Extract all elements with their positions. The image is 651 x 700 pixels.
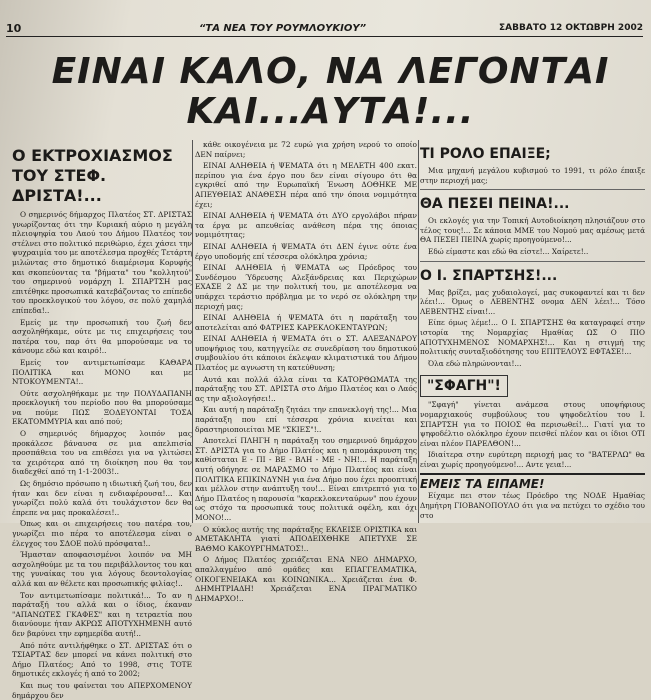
paragraph: Μας βρίζει, μας χυδαιολογεί, μας συκοφαντεί και τι δεν λέει!... Όμως ο ΛΕΒΕΝΤΗΣ ονομα ΔΕΝ λέει!... Τόσο ΛΕΒΕΝΤΗΣ είναι!...: [420, 287, 645, 316]
section-divider: [420, 189, 645, 190]
paragraph: Ήμασταν αποφασισμένοι λοιπόν να ΜΗ ασχοληθούμε με τα του περιβάλλοντος του και της γυναίκας του για λόγους δεοντολογίας αλλά και αν θέλετε και προσωπικής φιλίας!..: [12, 550, 192, 588]
paragraph: Όλα εδώ πληρώνονται!...: [428, 358, 522, 368]
section-divider: [420, 261, 645, 262]
page-number: 10: [6, 21, 22, 35]
paragraph: Ιδιαίτερα στην ευρύτερη περιοχή μας το "ΒΑΤΕΡΛΩ" θα είναι χωρίς προηγούμενο!... Αντε γεια!...: [420, 450, 645, 469]
paragraph: Από πότε αντιλήφθηκε ο ΣΤ. ΔΡΙΣΤΑΣ ότι ο ΤΣΙΑΡΤΑΣ δεν μπορεί να κάνει πολιτική στο Δήμο Πλατέος; Από το 1998, στις ΤΟΤΕ δημοτικές εκλογές ή από το 2002;: [12, 640, 192, 679]
paragraph: Εδώ είμαστε και εδώ θα είστε!... Χαίρετε!..: [428, 246, 589, 256]
paragraph: Είχαμε πει στον τέως Πρόεδρο της ΝΟΔΕ Ημαθίας Δημήτρη ΓΙΟΒΑΝΟΠΟΥΛΟ ότι για να πετύχει το σχέδιο του στο: [420, 491, 645, 520]
article-title-line-2: ΤΟΥ ΣΤΕΦ. ΔΡΙΣΤΑ!...: [12, 166, 107, 205]
paragraph: Όπως και οι επιχειρήσεις του πατέρα του, γνωρίζει πιο πέρα το αποτέλεσμα είναι ο έλεγχος του ΣΔΟΕ πολύ πρόσφατα!..: [12, 519, 192, 548]
paragraph: Ο κύκλος αυτής της παράταξης ΕΚΛΕΙΣΕ ΟΡΙΣΤΙΚΑ και ΑΜΕΤΑΚΛΗΤΑ γιατί ΑΠΟΔΕΙΧΘΗΚΕ ΑΠΕΤΥΧΕ ΣΕ ΒΑΘΜΟ ΚΑΚΟΥΡΓΗΜΑΤΟΣ!..: [195, 524, 417, 553]
paragraph: Τον αντιμετωπίσαμε πολιτικά!... Το αν η παράταξή του αλλά και ο ίδιος, έκαναν "ΑΠΑΝΩΤΕΣ ΓΚΑΦΕΣ" και η τετραετία που διανύουμε ήταν ΑΚΡΩΣ ΑΠΟΤΥΧΗΜΕΝΗ αυτό δεν βαρύνει την εφημερίδα αυτή!..: [12, 590, 192, 638]
paragraph: Ούτε ασχοληθήκαμε με την ΠΟΛΥΔΑΠΑΝΗ προεκλογική του περίοδο που θα μπορούσαμε να πούμε ΠΩΣ ΞΟΔΕΥΟΝΤΑΙ ΤΟΣΑ ΕΚΑΤΟΜΜΥΡΙΑ και από πού;: [12, 388, 192, 427]
paragraph: Ο Δήμος Πλατέος χρειάζεται ΕΝΑ ΝΕΟ ΔΗΜΑΡΧΟ, απαλλαγμένο από ομάδες και ΕΠΑΓΓΕΛΜΑΤΙΚΑ, ΟΙΚΟΓΕΝΕΙΑΚΑ και ΚΟΙΝΩΝΙΚΑ... Χρειάζεται ένα Φ. ΔΗΜΗΤΡΙΑΔΗ! Χρειάζεται ΕΝΑ ΠΡΑΓΜΑΤΙΚΟ ΔΗΜΑΡΧΟ!..: [195, 555, 417, 603]
headline-line-2: ΚΑΙ...ΑΥΤΑ!...: [186, 91, 475, 132]
article-title: [12, 146, 192, 206]
newspaper-name: “ΤΑ ΝΕΑ ΤΟΥ ΡΟΥΜΛΟΥΚΙΟΥ”: [198, 22, 367, 34]
paragraph: κάθε οικογένεια με 72 ευρώ για χρήση νερού το οποίο ΔΕΝ παίρνει;: [195, 140, 417, 159]
paragraph: ΕΙΝΑΙ ΑΛΗΘΕΙΑ ή ΨΕΜΑΤΑ ότι ο ΣΤ. ΑΛΕΞΑΝΔΡΟΥ υποψήφιος του, κατηγγείλε σε συνεδρίαση του δημοτικού συμβουλίου ότι κάποιοι έκλεψαν κλιματιστικά του Δήμου Πλατέος με αγνωστη τη κατεύθυνση;: [195, 334, 417, 373]
paragraph: Εμείς με την προσωπική του ζωή δεν ασχοληθήκαμε, ούτε με τις επιχειρήσεις του πατέρα του, παρ ότι θα μπορούσαμε να το κάνουμε εδώ και καιρό!..: [12, 317, 192, 356]
paragraph: Ο σημερινός δήμαρχος Πλατέος ΣΤ. ΔΡΙΣΤΑΣ γνωρίζοντας ότι την Κυριακή αύριο η μεγάλη πλειοψηφία του Λαού του Δήμου Πλατέος τον στέλνει στο πολιτικό περιθώριο, έχει χάσει την ψυχραιμία του με αποτέλεσμα προχθές Τετάρτη μιλώντας στο δημοτικό διαμέρισμα Κορυφής και σκοπεύοντας τα "βήματα" του "κολλητού" του σημερινού νομάρχη Ι. ΣΠΑΡΤΣΗ μας επιτέθηκε προσωπικά κατεβάζοντας το επίπεδο του προεκλογικού του λόγου, σε πολύ χαμηλά επίπεδα!..: [12, 210, 192, 315]
paragraph: ΕΙΝΑΙ ΑΛΗΘΕΙΑ ή ΨΕΜΑΤΑ ότι η ΜΕΛΕΤΗ 400 εκατ. περίπου για ένα έργο που δεν είναι σίγουρο ότι θα εγκριθεί από την Ευρωπαϊκή Ένωση ΔΟΘΗΚΕ ΜΕ ΑΠΕΥΘΕΙΑΣ ΑΝΑΘΕΣΗ πέρα από την όποια νομιμότητα έχει;: [195, 161, 417, 209]
column-divider: [418, 140, 419, 523]
paragraph: Και αυτή η παράταξη ζητάει την επανεκλογή της!... Μια παράταξη που επί τέσσερα χρόνια κινείται και δραστηριοποιείται ΜΕ "ΣΚΙΕΣ"!..: [195, 405, 417, 434]
article-column-3: [420, 140, 645, 523]
section-title-boxed: "ΣΦΑΓΗ"!: [420, 375, 508, 397]
main-headline: [20, 52, 641, 132]
paragraph: Οι εκλογές για την Τοπική Αυτοδιοίκηση πλησιάζουν στο τέλος τους!... Σε κάποια ΜΜΕ του Νομού μας αμέσως μετά ΘΑ ΠΕΣΕΙ ΠΕΙΝΑ χωρίς προηγούμενο!...: [420, 216, 645, 245]
paragraph: Ως δημόσιο πρόσωπο η ιδιωτική ζωή του, δεν ήταν και δεν είναι η ενδιαφέρουσα!... Και γνωρίζει πολύ καλά ότι τουλάχιστον δεν θα έπρεπε να μας προκαλέσει!..: [12, 479, 192, 517]
column-divider: [192, 140, 193, 523]
paragraph: Αυτά και πολλά άλλα είναι τα ΚΑΤΟΡΘΩΜΑΤΑ της παράταξης του ΣΤ. ΔΡΙΣΤΑ στο Δήμο Πλατέος και ο Λαός ας την αξιολογήσει!..: [195, 374, 417, 403]
section-title: ΘΑ ΠΕΣΕΙ ΠΕΙΝΑ!...: [420, 196, 570, 213]
paragraph: ΕΙΝΑΙ ΑΛΗΘΕΙΑ ή ΨΕΜΑΤΑ ότι ΔΕΝ έγινε ούτε ένα έργο υποδομής επί τέσσερα ολόκληρα χρόνια;: [195, 241, 417, 261]
page-header: [6, 20, 643, 37]
paragraph: ΕΙΝΑΙ ΑΛΗΘΕΙΑ ή ΨΕΜΑΤΑ ότι η παράταξη του αποτελείται από ΦΑΤΡΙΕΣ ΚΑΡΕΚΛΟΚΕΝΤΑΥΡΩΝ;: [195, 313, 417, 332]
section-title: ΕΜΕΙΣ ΤΑ ΕΙΠΑΜΕ!: [420, 473, 645, 491]
paragraph: Είπε όμως λέμε!... Ο Ι. ΣΠΑΡΤΣΗΣ θα καταγραφεί στην ιστορία της Νομαρχίας Ημαθίας ΩΣ Ο ΠΙΟ ΑΠΟΤΥΧΗΜΕΝΟΣ ΝΟΜΑΡΧΗΣ!... Και η στιγμή της πολιτικής συνταξιοδότησης του ΕΠΙΤΕΛΟΥΣ ΕΦΤΑΣΕ!...: [420, 318, 645, 357]
issue-date: ΣΑΒΒΑΤΟ 12 ΟΚΤΩΒΡΗ 2002: [499, 23, 643, 33]
paragraph: "Σφαγή" γίνεται ανάμεσα στους υποψήφιους νομαρχιακούς συμβούλους του ψηφοδελτίου του Ι. ΣΠΑΡΤΣΗ για το ΠΟΙΟΣ θα περισωθεί!... Γιατί για το ψηφοδέλτιο ολόκληρο έχουν πεισθεί πλέον και οι ίδιοι ΟΤΙ είναι πλέον ΠΑΡΕΛΘΟΝ!...: [420, 400, 645, 448]
paragraph: Ο σημερινός δήμαρχος λοιπόν μας προκάλεσε βάναυσα σε μια απελπισία προσπάθεια του να επιθέσει για να γλιτώσει τα χειρότερα από τη διοίκηση που θα τον διαδεχθεί από τη 1-1-2003!..: [12, 429, 192, 477]
article-column-1: [12, 140, 192, 700]
paragraph: Μια μηχανή μεγάλου κυβισμού το 1991, τι ρόλο έπαιξε στην περιοχή μας;: [420, 166, 645, 185]
paragraph: Και πως του φαίνεται του ΑΠΕΡΧΟΜΕΝΟΥ δημάρχου δεν: [12, 680, 192, 700]
paragraph: ΕΙΝΑΙ ΑΛΗΘΕΙΑ ή ΨΕΜΑΤΑ ως Πρόεδρος του Συνδέσμου Ύδρευσης Αλεξάνδρειας και Περιχώρων ΕΧΑΣΕ 2 ΔΣ με την πολιτική του, με αποτέλεσμα να υπάρχει τεράστιο πρόβλημα με το νερό σε ολόκληρη την περιοχή μας;: [195, 263, 417, 311]
paragraph: Αποτελεί ΠΛΗΓΗ η παράταξη του σημερινού δημάρχου ΣΤ. ΔΡΙΣΤΑ για το Δήμο Πλατέος και η απομάκρυνση της καθίσταται Ε - ΠΙ - ΒΕ - ΒΛΗ - ΜΕ - ΝΗ!... Η παράταξη αυτή οδήγησε σε ΜΑΡΑΣΜΟ το Δήμο Πλατέος και είναι ΠΟΛΙΤΙΚΑ ΕΠΙΚΙΝΔΥΝΗ για ένα Δήμο που έχει προοπτική και μέλλον στην ανάπτυξη του!... Είναι επιτρεπτό για το Δήμο Πλατέος η παρουσία "καρεκλοκενταύρων" που έχουν ως στόχο τα προσωπικά τους πολιτικά οφέλη, και όχι ΜΟΝΟ!...: [195, 436, 417, 522]
article-title-line-1: Ο ΕΚΤΡΟΧΙΑΣΜΟΣ: [12, 146, 173, 165]
article-column-2: [195, 140, 417, 603]
section-title: Ο Ι. ΣΠΑΡΤΣΗΣ!...: [420, 267, 558, 284]
paragraph: Εμείς τον αντιμετωπίσαμε ΚΑΘΑΡΑ ΠΟΛΙΤΙΚΑ και ΜΟΝΟ και με ΝΤΟΚΟΥΜΕΝΤΑ!..: [12, 357, 192, 387]
section-title: ΤΙ ΡΟΛΟ ΕΠΑΙΞΕ;: [420, 146, 551, 162]
headline-line-1: ΕΙΝΑΙ ΚΑΛΟ, ΝΑ ΛΕΓΟΝΤΑΙ: [51, 51, 610, 92]
paragraph: ΕΙΝΑΙ ΑΛΗΘΕΙΑ ή ΨΕΜΑΤΑ ότι ΔΥΟ εργολάβοι πήραν τα έργα με απευθείας ανάθεση πέρα της όποιας νομιμότητας;: [195, 211, 417, 240]
